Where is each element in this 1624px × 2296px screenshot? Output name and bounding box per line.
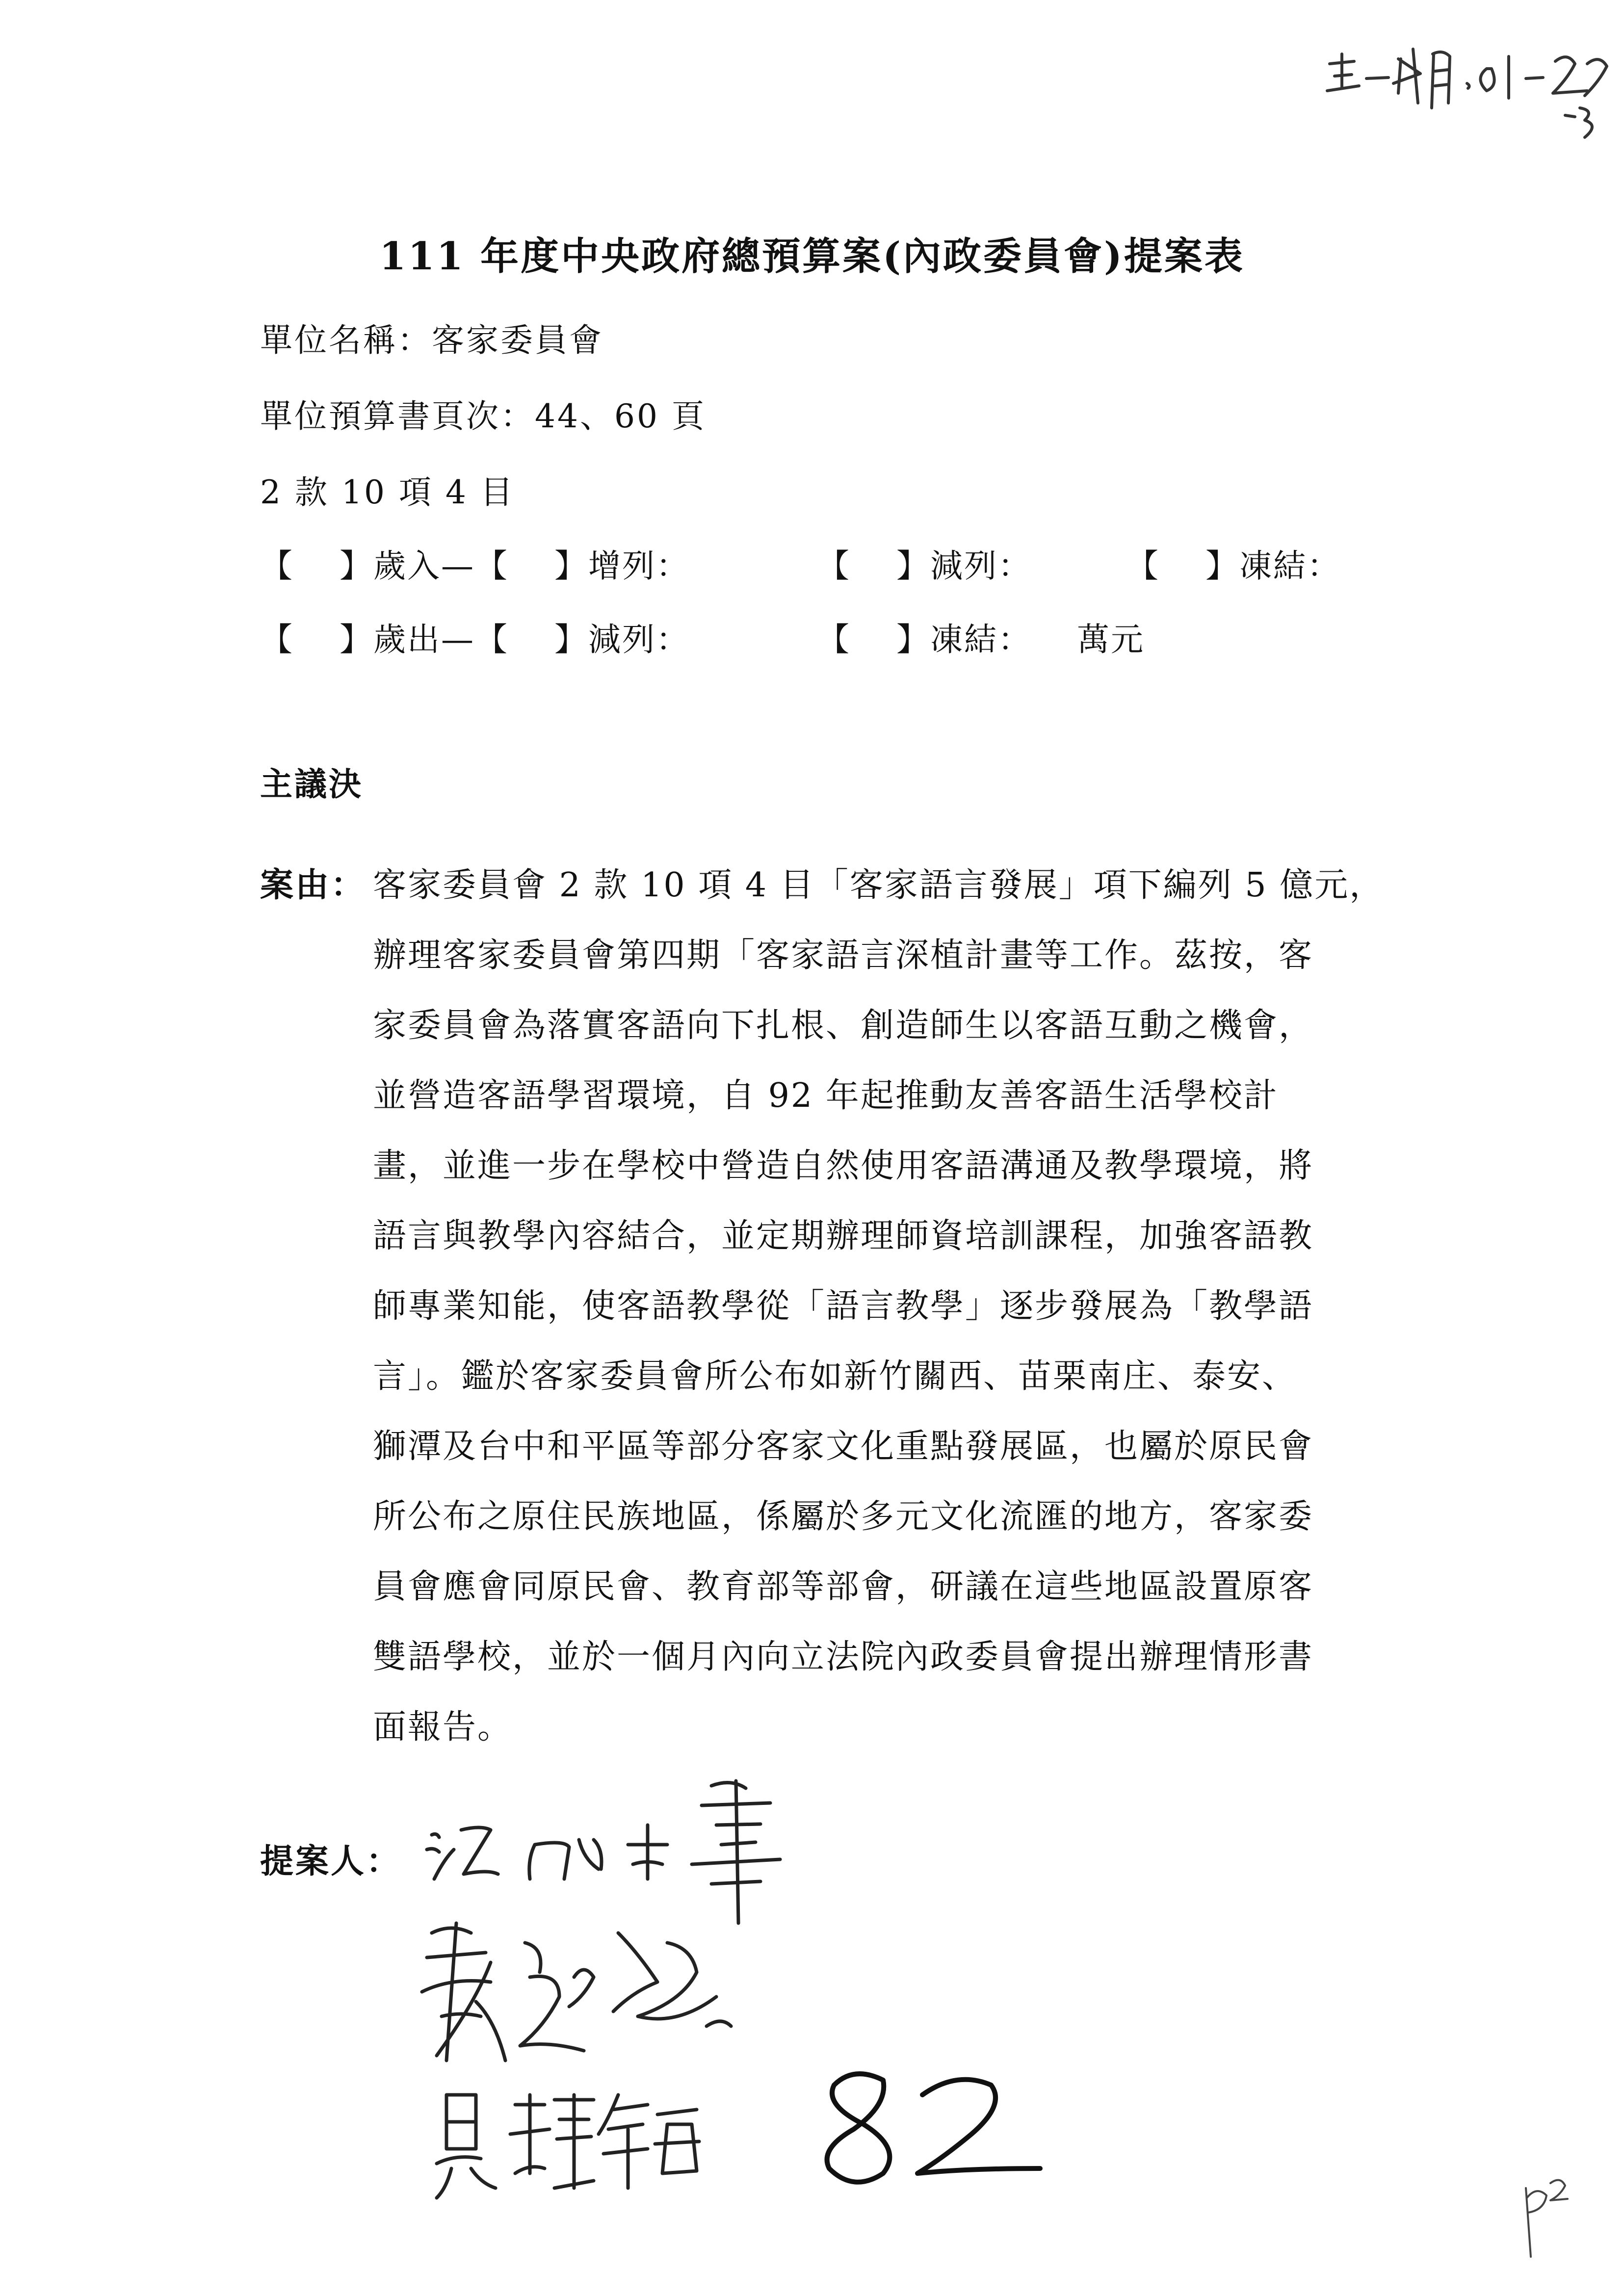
- reason-line: 言」。鑑於客家委員會所公布如新竹關西、苗栗南庄、泰安、: [373, 1357, 1297, 1396]
- reason-line: 雙語學校，並於一個月內向立法院內政委員會提出辦理情形書: [373, 1638, 1314, 1676]
- reason-line: 辦理客家委員會第四期「客家語言深植計畫等工作。茲按，客: [373, 936, 1314, 975]
- revenue-decrease-field: 【 】減列：: [817, 547, 1032, 585]
- signature-1: [417, 1766, 819, 1923]
- signature-2: [412, 1904, 765, 2090]
- signature-3: [432, 2075, 707, 2203]
- expense-row: [260, 613, 1388, 657]
- reason-line: 獅潭及台中和平區等部分客家文化重點發展區，也屬於原民會: [373, 1427, 1314, 1466]
- reason-line: 客家委員會 2 款 10 項 4 目「客家語言發展」項下編列 5 億元，: [373, 866, 1385, 905]
- reason-line: 家委員會為落實客語向下扎根、創造師生以客語互動之機會，: [373, 1006, 1314, 1045]
- form-title: 111 年度中央政府總預算案(內政委員會)提案表: [379, 234, 1245, 279]
- reason-line: 語言與教學內容結合，並定期辦理師資培訓課程，加強客語教: [373, 1217, 1314, 1255]
- reason-label: 案由：: [260, 865, 367, 905]
- proposer-label: 提案人：: [260, 1842, 402, 1881]
- revenue-row: [260, 540, 1388, 584]
- revenue-increase-field: 【 】歲入—【 】增列：: [260, 547, 690, 585]
- expense-decrease-field: 【 】歲出—【 】減列：: [260, 621, 690, 658]
- item-code: 2 款 10 項 4 目: [260, 473, 515, 511]
- budget-pages: 單位預算書頁次：44、60 頁: [260, 397, 706, 435]
- reason-line: 所公布之原住民族地區，係屬於多元文化流匯的地方，客家委: [373, 1497, 1314, 1536]
- handwritten-number: [800, 2061, 1055, 2188]
- reason-line: 師專業知能，使客語教學從「語言教學」逐步發展為「教學語: [373, 1287, 1314, 1326]
- revenue-freeze-field: 【 】凍結：: [1126, 547, 1341, 585]
- resolution-type: 主議決: [260, 765, 363, 803]
- amount-unit: 萬元: [1077, 621, 1145, 658]
- handwritten-page-mark: [1511, 2168, 1580, 2267]
- unit-name: 單位名稱：客家委員會: [260, 321, 603, 359]
- handwritten-corner-mark: [1320, 29, 1624, 142]
- reason-line: 並營造客語學習環境，自 92 年起推動友善客語生活學校計: [373, 1076, 1279, 1115]
- reason-line: 面報告。: [373, 1708, 513, 1747]
- expense-freeze-field: 【 】凍結：: [817, 621, 1032, 658]
- reason-line: 畫，並進一步在學校中營造自然使用客語溝通及教學環境，將: [373, 1147, 1314, 1185]
- reason-line: 員會應會同原民會、教育部等部會，研議在這些地區設置原客: [373, 1567, 1314, 1606]
